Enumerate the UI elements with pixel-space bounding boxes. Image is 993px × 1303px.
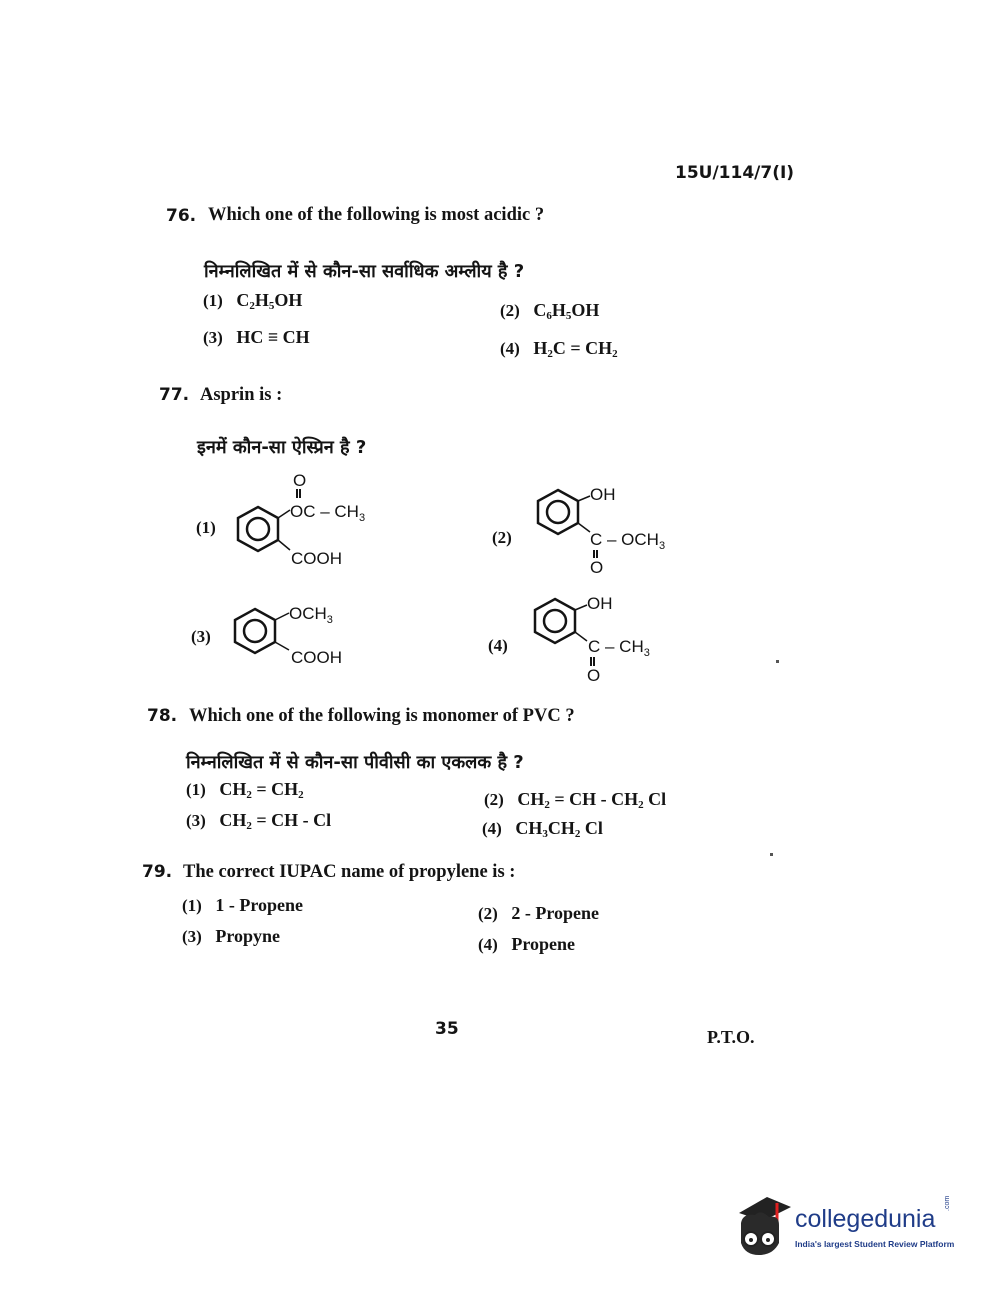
option-number: (2) bbox=[500, 301, 520, 320]
option-text: CH bbox=[219, 779, 247, 799]
subscript: 2 bbox=[638, 799, 644, 811]
question-79-text: The correct IUPAC name of propylene is : bbox=[183, 862, 516, 882]
subscript: 2 bbox=[246, 789, 252, 801]
question-76-number: 76. bbox=[166, 206, 197, 226]
bond bbox=[275, 642, 289, 650]
option-number: (2) bbox=[478, 904, 498, 923]
option-text: Cl bbox=[643, 789, 667, 809]
carbonyl-oxygen: O bbox=[590, 558, 604, 577]
question-78-number: 78. bbox=[147, 706, 178, 726]
bond bbox=[278, 540, 290, 550]
option-number: (1) bbox=[186, 780, 206, 799]
question-77-text-hindi: इनमें कौन-सा ऐस्प्रिन है ? bbox=[197, 437, 367, 458]
q78-option-2 bbox=[484, 789, 666, 811]
bond bbox=[578, 523, 590, 532]
option-number: (4) bbox=[482, 819, 502, 838]
option-text: CH bbox=[517, 789, 545, 809]
pto-label: P.T.O. bbox=[707, 1027, 755, 1047]
q78-option-3 bbox=[186, 810, 331, 832]
option-number: (4) bbox=[500, 339, 520, 358]
paper-code: 15U/114/7(I) bbox=[675, 163, 795, 183]
option-text: OH bbox=[571, 300, 600, 320]
subscript: 3 bbox=[542, 828, 548, 840]
mascot-icon bbox=[733, 1195, 795, 1261]
hydroxyl-group: OH bbox=[590, 485, 616, 504]
q77-structure-1 bbox=[230, 472, 400, 577]
subscript: 2 bbox=[298, 789, 304, 801]
bond bbox=[575, 632, 587, 641]
q76-option-4 bbox=[500, 338, 618, 360]
acetyl-group: C – $CH_3$ bbox=[588, 637, 650, 659]
subscript: 2 bbox=[547, 348, 553, 360]
benzene-ring bbox=[235, 609, 275, 653]
benzene-circle bbox=[544, 610, 566, 632]
option-number: (3) bbox=[203, 328, 223, 347]
question-78-text: Which one of the following is monomer of PVC ? bbox=[189, 706, 575, 726]
option-text: 1 - Propene bbox=[215, 895, 303, 915]
benzene-ring bbox=[538, 490, 578, 534]
q78-option-1 bbox=[186, 779, 304, 801]
subscript: 2 bbox=[246, 820, 252, 832]
question-79-number: 79. bbox=[142, 862, 173, 882]
benzene-circle bbox=[547, 501, 569, 523]
q77-option-4-number: (4) bbox=[488, 636, 508, 655]
option-text: Cl bbox=[580, 818, 603, 838]
subscript: 2 bbox=[544, 799, 550, 811]
option-number: (1) bbox=[203, 291, 223, 310]
carboxyl-group: COOH bbox=[291, 549, 342, 568]
q77-structure-2 bbox=[528, 478, 698, 578]
q77-option-1-number: (1) bbox=[196, 518, 216, 537]
option-text: 2 - Propene bbox=[511, 903, 599, 923]
benzene-circle bbox=[247, 518, 269, 540]
option-text: OH bbox=[274, 290, 303, 310]
carbonyl-oxygen: O bbox=[293, 472, 307, 490]
subscript: 2 bbox=[612, 348, 618, 360]
option-number: (1) bbox=[182, 896, 202, 915]
option-text: H bbox=[533, 338, 548, 358]
brand-dotcom: .com bbox=[944, 1195, 951, 1211]
question-77-text: Asprin is : bbox=[200, 385, 283, 405]
brand-tagline: India's largest Student Review Platform bbox=[795, 1239, 955, 1249]
option-text: CH bbox=[547, 818, 575, 838]
option-text: CH bbox=[219, 810, 247, 830]
scan-speck bbox=[770, 853, 773, 856]
q77-structure-3 bbox=[227, 595, 397, 675]
option-text: = CH - Cl bbox=[251, 810, 332, 830]
option-text: Propene bbox=[511, 934, 575, 954]
benzene-circle bbox=[244, 620, 266, 642]
q79-option-3 bbox=[182, 926, 280, 947]
scan-speck bbox=[776, 660, 779, 663]
bond bbox=[278, 510, 290, 518]
benzene-ring bbox=[238, 507, 278, 551]
benzene-ring bbox=[535, 599, 575, 643]
q77-option-2-number: (2) bbox=[492, 528, 512, 547]
subscript: 5 bbox=[565, 310, 572, 322]
q79-option-4 bbox=[478, 934, 575, 955]
option-text: Propyne bbox=[215, 926, 280, 946]
bond bbox=[575, 605, 587, 610]
question-76-text-hindi: निम्नलिखित में से कौन-सा सर्वाधिक अम्लीय है ? bbox=[204, 261, 525, 282]
collegedunia-logo bbox=[733, 1195, 963, 1265]
subscript: 2 bbox=[249, 300, 255, 312]
subscript: 5 bbox=[268, 300, 275, 312]
option-number: (3) bbox=[186, 811, 206, 830]
carbonyl-oxygen: O bbox=[587, 666, 601, 685]
carboxyl-group: COOH bbox=[291, 648, 342, 667]
q77-structure-4 bbox=[525, 587, 695, 687]
option-text: CH bbox=[515, 818, 543, 838]
option-text: C = CH bbox=[552, 338, 613, 358]
option-text: H bbox=[551, 300, 566, 320]
q79-option-1 bbox=[182, 895, 303, 916]
bond bbox=[578, 496, 590, 501]
subscript: 6 bbox=[546, 310, 552, 322]
option-text: = CH bbox=[251, 779, 299, 799]
option-text: H bbox=[254, 290, 269, 310]
bond bbox=[275, 613, 289, 620]
question-77-number: 77. bbox=[159, 385, 190, 405]
option-number: (2) bbox=[484, 790, 504, 809]
option-text: C bbox=[236, 290, 250, 310]
q77-option-3-number: (3) bbox=[191, 627, 211, 646]
hydroxyl-group: OH bbox=[587, 594, 613, 613]
option-number: (4) bbox=[478, 935, 498, 954]
brand-name: collegedunia bbox=[795, 1205, 936, 1233]
option-text: C bbox=[533, 300, 547, 320]
acetyl-group: OC – $CH_3$ bbox=[290, 502, 366, 524]
subscript: 2 bbox=[574, 828, 581, 840]
q79-option-2 bbox=[478, 903, 599, 924]
page-number: 35 bbox=[435, 1019, 459, 1039]
q76-option-1 bbox=[203, 290, 302, 312]
option-text: HC ≡ CH bbox=[236, 327, 310, 347]
q78-option-4 bbox=[482, 818, 603, 840]
question-78-text-hindi: निम्नलिखित में से कौन-सा पीवीसी का एकलक है ? bbox=[186, 752, 524, 773]
methoxy-group: $OCH_3$ bbox=[289, 604, 333, 626]
ester-group: C – $OCH_3$ bbox=[590, 530, 666, 552]
option-number: (3) bbox=[182, 927, 202, 946]
option-text: = CH - CH bbox=[549, 789, 639, 809]
q76-option-3 bbox=[203, 327, 310, 348]
question-76-text: Which one of the following is most acidic ? bbox=[208, 205, 545, 225]
q76-option-2 bbox=[500, 300, 599, 322]
